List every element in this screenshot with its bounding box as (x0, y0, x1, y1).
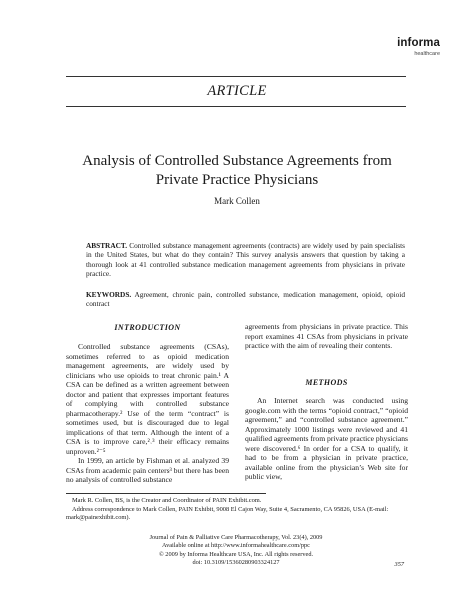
journal-doi: doi: 10.3109/15360280903324127 (192, 559, 280, 567)
publisher-name: informa (397, 37, 440, 49)
keywords (86, 290, 405, 309)
methods-heading: METHODS (305, 378, 348, 387)
introduction-body (66, 342, 229, 485)
abstract-text: Controlled substance management agreements (contracts) are widely used by pain specialists in the United States, but what do they contain? This survey analysis answers that question by taking a thorough look at 41 controlled substance medication management agreements from physicians in private practice. (86, 241, 405, 279)
footnote-correspondence: Address correspondence to Mark Collen, PAIN Exhibit, 9008 El Cajon Way, Suite 4, Sacramento, CA 95826, USA (E-mail: mark@painexhibit.com). (66, 505, 389, 522)
introduction-continuation-text: agreements from physicians in private practice. This report examines 41 CSAs from physicians in private practice with the aim of revealing their contents. (245, 322, 408, 350)
publisher-logo (397, 38, 440, 57)
abstract-heading: ABSTRACT. (86, 241, 128, 250)
header-bottom-rule (66, 106, 406, 107)
article-type-label: ARTICLE (207, 83, 267, 99)
header-top-rule (66, 76, 406, 77)
keywords-heading: KEYWORDS. (86, 290, 132, 299)
journal-info (66, 534, 406, 568)
introduction-heading: INTRODUCTION (114, 323, 181, 332)
methods-paragraph-1: An Internet search was conducted using google.com with the terms “opioid contract,” “opioid agreement,” and “controlled substance agreement.” Approximately 1000 listings were reviewed and 41 qualified agreements from private practice physicians were discovered.⁶ In order for a CSA to qualify, it had to be from a physician in private practice, available online from the physician’s Web site for public view, (245, 396, 408, 481)
footnote-rule (66, 493, 266, 494)
footnote-affiliation: Mark R. Collen, BS, is the Creator and Coordinator of PAIN Exhibit.com. (72, 497, 262, 504)
abstract (86, 241, 405, 279)
article-title: Analysis of Controlled Substance Agreements from Private Practice Physicians (82, 153, 392, 188)
journal-copyright: © 2009 by Informa Healthcare USA, Inc. All rights reserved. (158, 550, 314, 558)
journal-citation: Journal of Pain & Palliative Care Pharmacotherapy, Vol. 23(4), 2009 (149, 534, 323, 541)
introduction-paragraph-1: Controlled substance agreements (CSAs), sometimes referred to as opioid medication management agreements, are widely used by clinicians who use opioids to treat chronic pain.¹ A CSA can be defined as a written agreement between doctor and patient that expresses important features of complying with controlled substance pharmacotherapy.² Use of the term “contract” is sometimes used, but is discouraged due to legal implications of that term. Although the intent of a CSA is to improve care,²˒³ their efficacy remains unproven.²⁻⁵ (66, 342, 229, 456)
author-footnote (66, 497, 406, 523)
article-author: Mark Collen (214, 196, 260, 206)
introduction-paragraph-2: In 1999, an article by Fishman et al. analyzed 39 CSAs from academic pain centers³ but there has been no analysis of controlled substance (66, 456, 229, 484)
journal-url: Available online at http://www.informahealthcare.com/ppc (162, 542, 310, 550)
keywords-text: Agreement, chronic pain, controlled substance, medication management, opioid, opioid contract (86, 290, 405, 309)
page-number: 357 (394, 561, 404, 568)
publisher-tagline: healthcare (414, 50, 440, 57)
introduction-continuation (245, 322, 408, 351)
methods-body (245, 396, 408, 482)
